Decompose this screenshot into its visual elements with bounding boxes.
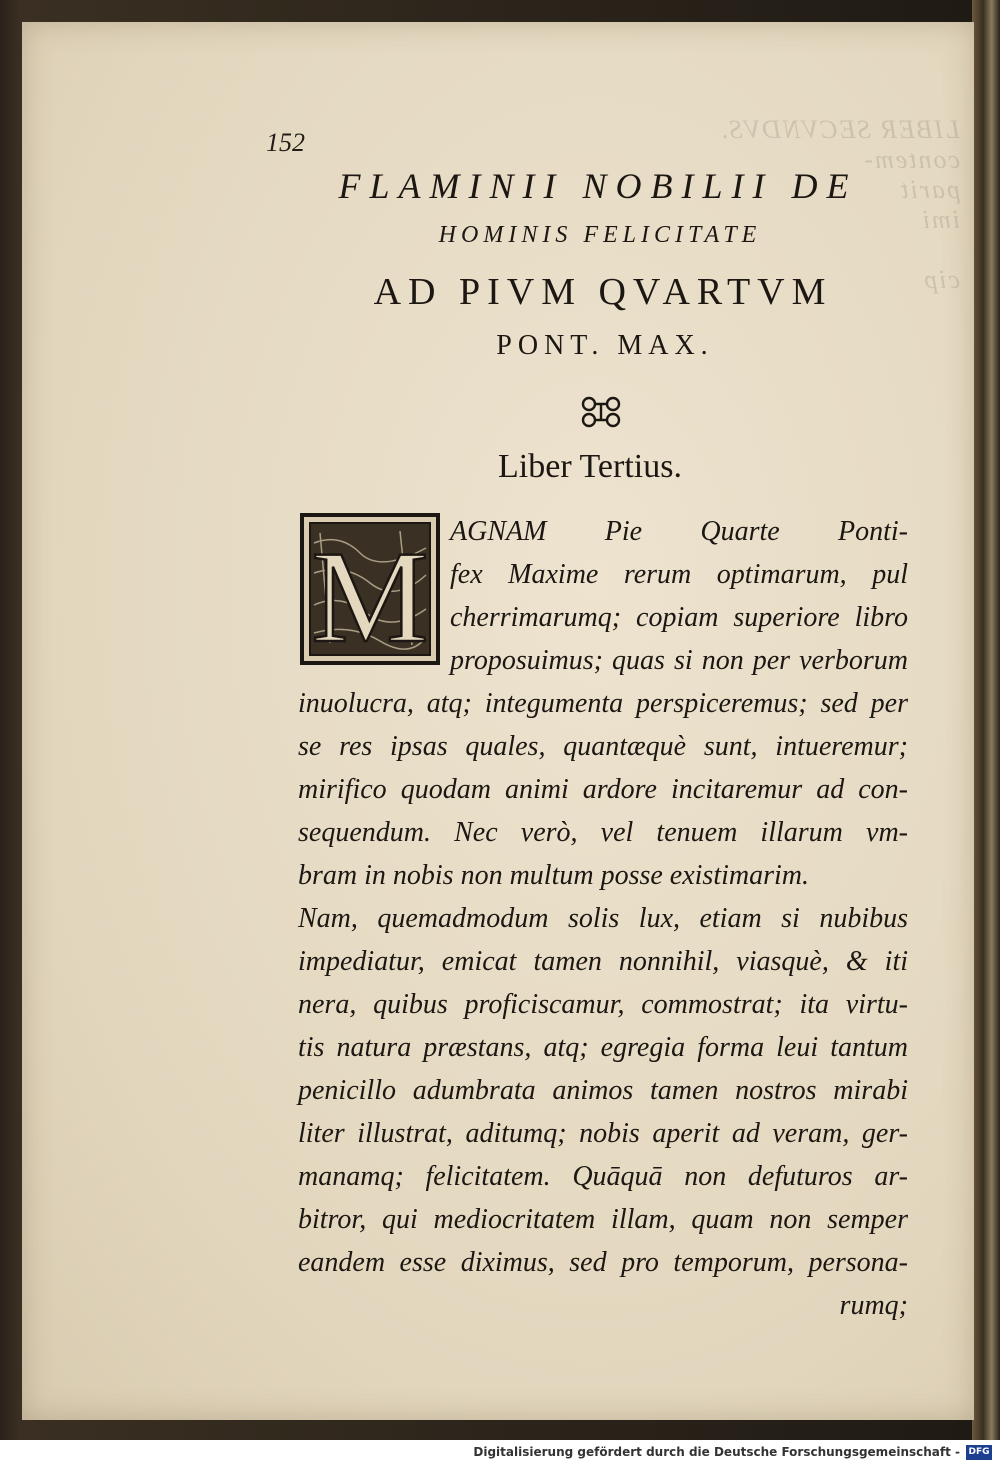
dfg-logo: DFG [966,1445,992,1460]
body-line-10: Nam, quemadmodum solis lux, etiam si nubibus [298,903,908,934]
body-line-11: impediatur, emicat tamen nonnihil, viasquè, & iti [298,946,908,977]
body-line-16: manamq; felicitatem. Quāquā non defuturos ar- [298,1161,908,1192]
body-line-2: fex Maxime rerum optimarum, pul [450,559,908,590]
body-line-7: mirifico quodam animi ardore incitaremur ad con- [298,774,908,805]
body-line-13: tis natura præstans, atq; egregia forma leui tantum [298,1032,908,1063]
heading-line-4: PONT. MAX. [496,330,714,361]
body-line-1: AGNAM Pie Quarte Ponti- [450,516,908,547]
fleuron-ornament [578,395,624,429]
body-line-5: inuolucra, atq; integumenta perspiceremus; sed per [298,688,908,719]
digitization-footer [0,1440,1000,1465]
book-label: Liber Tertius. [498,448,682,485]
body-line-12: nera, quibus proficiscamur, commostrat; ita virtu- [298,989,908,1020]
body-line-4: proposuimus; quas si non per verborum [450,645,908,676]
body-text [298,510,908,1327]
body-line-9: bram in nobis non multum posse existimarim. [298,860,809,891]
svg-text:M: M [311,523,429,665]
catchword: rumq; [839,1290,908,1321]
page-number: 152 [266,128,305,157]
heading-line-3: AD PIVM QVARTVM [373,271,833,313]
footer-credit: Digitalisierung gefördert durch die Deutsche Forschungsgemeinschaft - [473,1445,960,1459]
body-line-17: bitror, qui mediocritatem illam, quam non semper [298,1204,908,1235]
body-line-6: se res ipsas quales, quantæquè sunt, intueremur; [298,731,908,762]
body-line-15: liter illustrat, aditumq; nobis aperit ad veram, ger- [298,1118,908,1149]
book-fore-edge [972,0,1000,1440]
body-line-8: sequendum. Nec verò, vel tenuem illarum vm- [298,817,908,848]
body-line-3: cherrimarumq; copiam superiore libro [450,602,908,633]
heading-line-2: HOMINIS FELICITATE [438,222,762,248]
heading-line-1: FLAMINII NOBILII DE [338,166,858,206]
bleed-through-text: LIBER SECVNDVS. contem- parit imi cip [719,115,960,294]
body-line-18: eandem esse diximus, sed pro temporum, persona- [298,1247,908,1278]
body-line-14: penicillo adumbrata animos tamen nostros mirabi [298,1075,908,1106]
